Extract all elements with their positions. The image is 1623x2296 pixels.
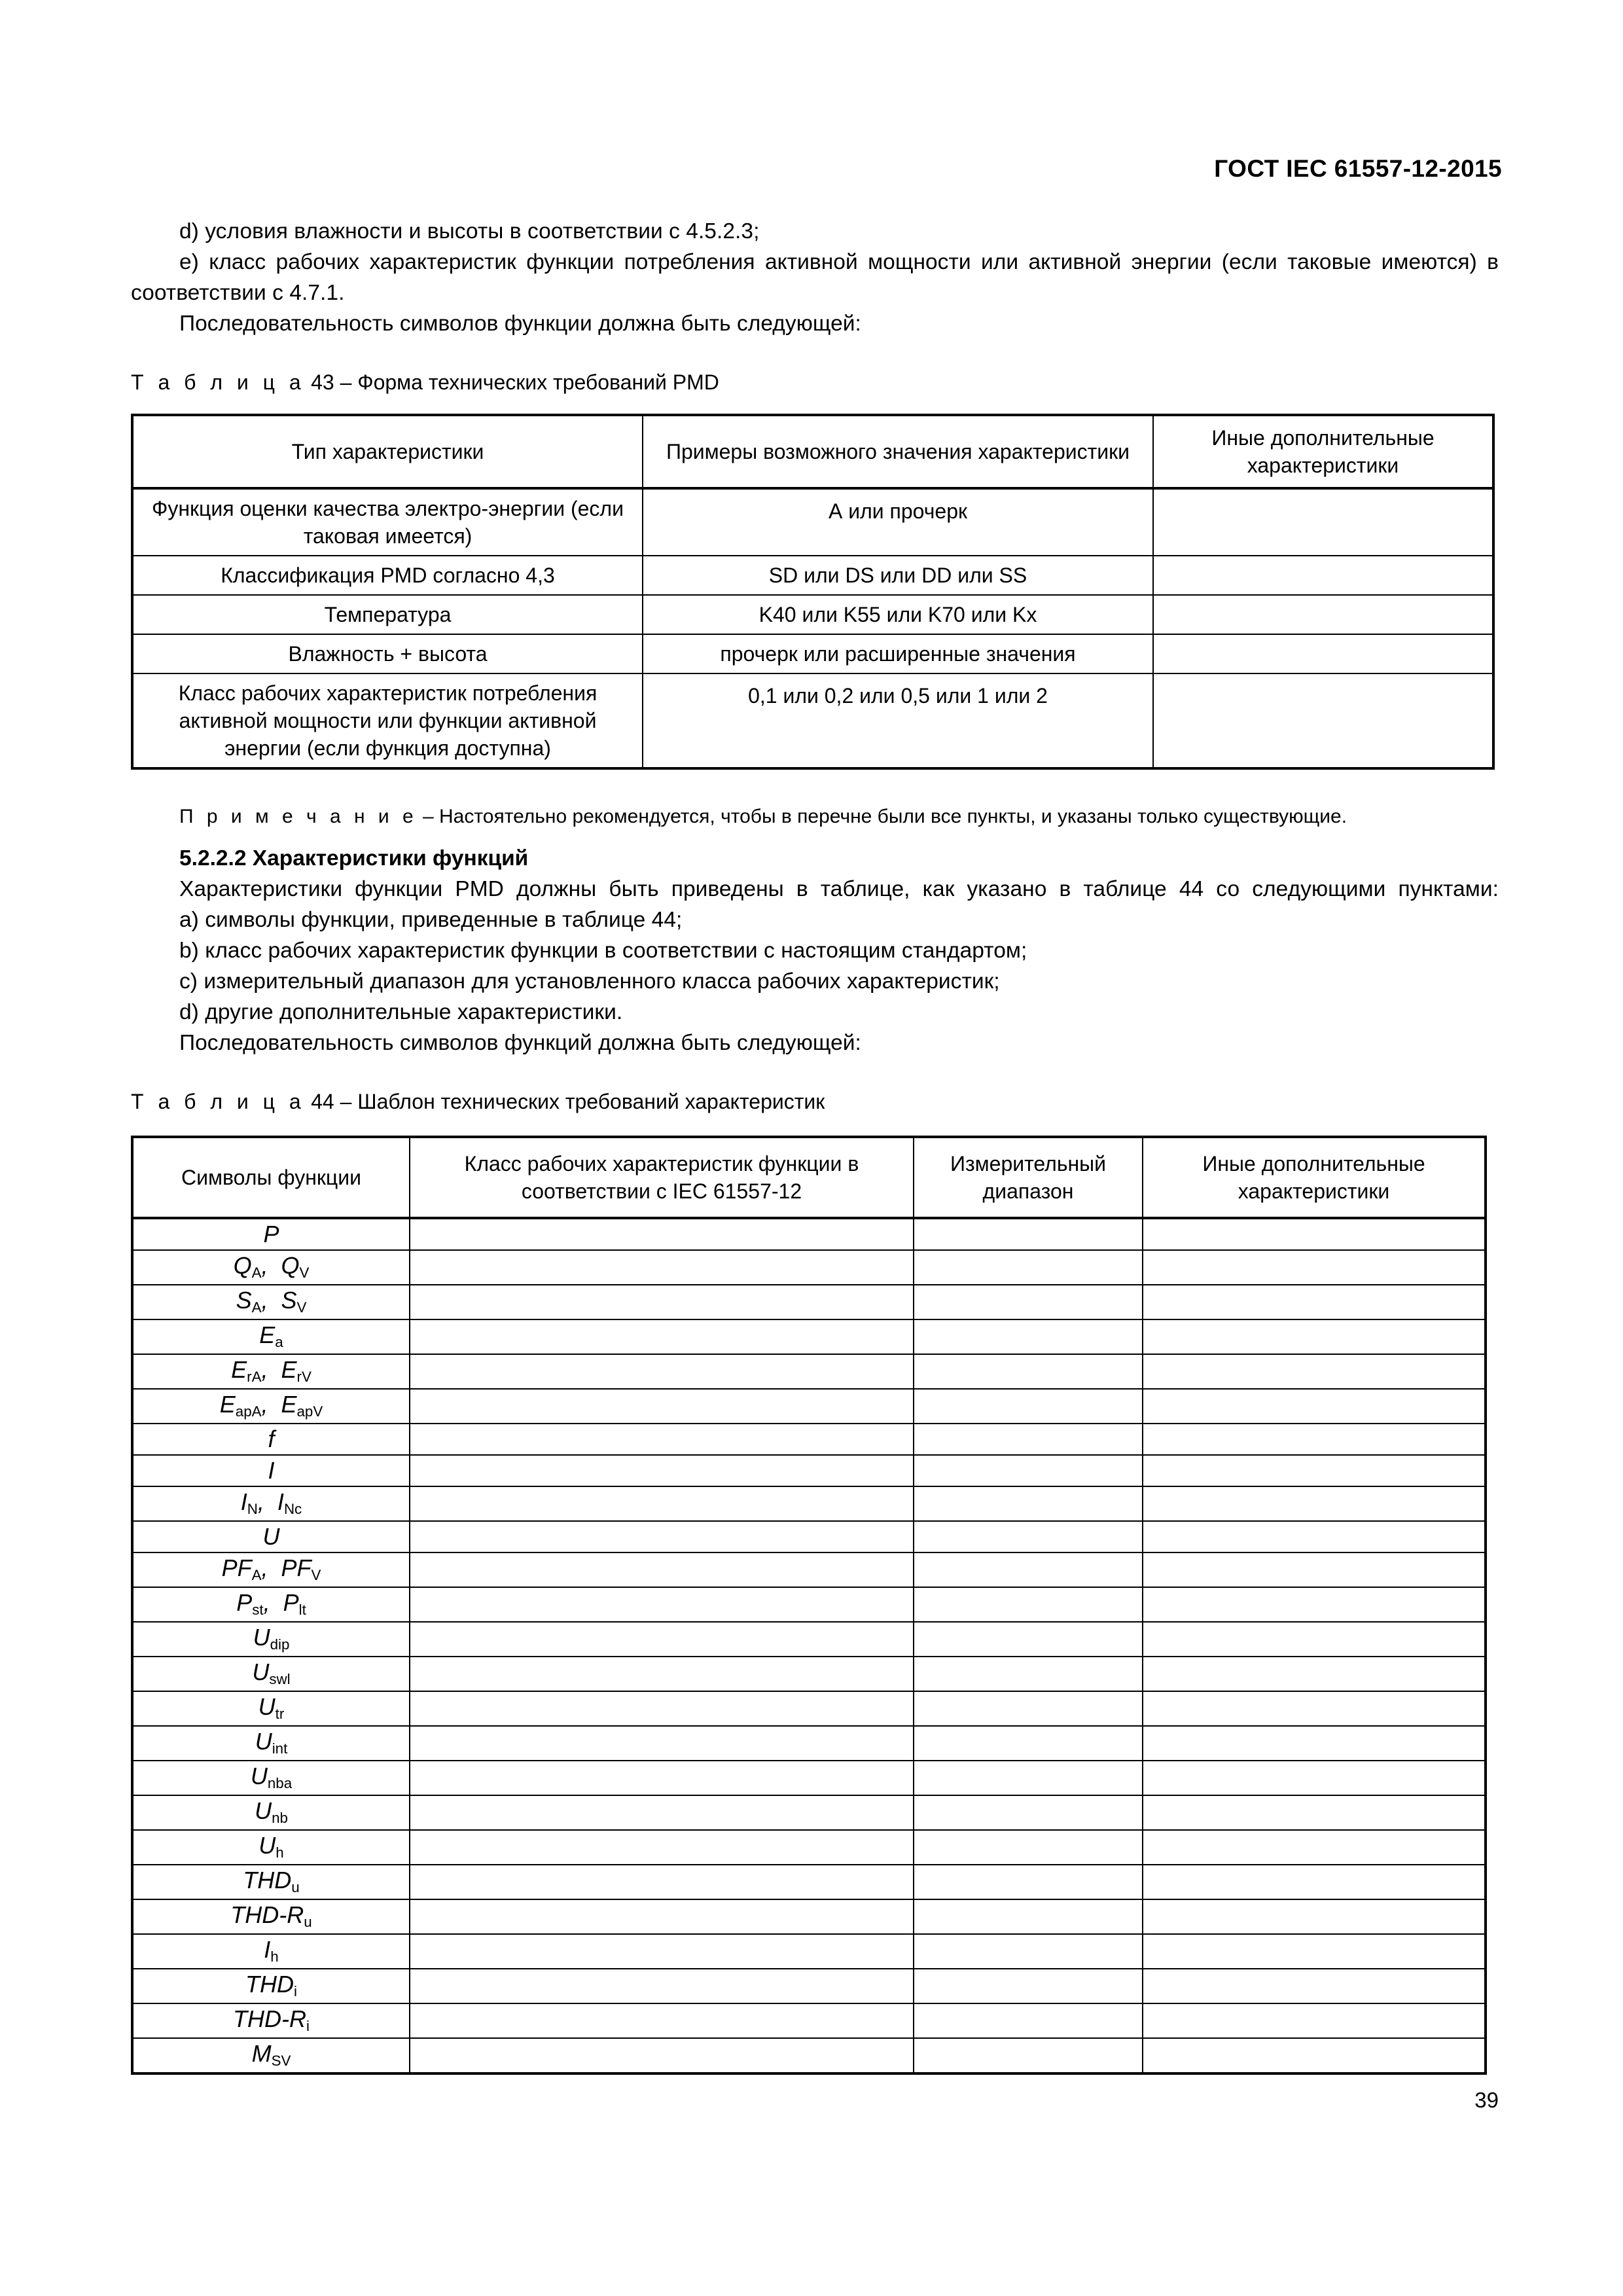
table-44-cell-other (1143, 1795, 1486, 1830)
table-row (132, 1865, 1486, 1899)
table-44-cell-other (1143, 1899, 1486, 1934)
table-44-cell-range (914, 2038, 1143, 2073)
table-44-cell-other (1143, 1622, 1486, 1657)
table-43-cell-examples: 0,1 или 0,2 или 0,5 или 1 или 2 (643, 673, 1153, 768)
table-row (132, 556, 1493, 595)
list-item-c: c) измерительный диапазон для установленного класса рабочих характеристик; (179, 969, 1000, 994)
table-44-body (132, 1218, 1486, 2073)
table-44-cell-symbol: $U_{tr}$ (132, 1691, 410, 1726)
table-44-cell-range (914, 1218, 1143, 1250)
table-44-cell-symbol: $E_{rA}$, $E_{rV}$ (132, 1354, 410, 1389)
section-lead-in: Последовательность символов функций должна быть следующей: (179, 1031, 861, 1055)
table-row (132, 2003, 1486, 2038)
table-44-header-row (132, 1137, 1486, 1218)
table-row (132, 1657, 1486, 1691)
table-row (132, 673, 1493, 768)
table-44-cell-class (410, 1657, 914, 1691)
table-44-cell-class (410, 1521, 914, 1552)
table-row (132, 1218, 1486, 1250)
table-43-col-header-type: Тип характеристики (132, 415, 643, 488)
table-44-cell-other (1143, 1218, 1486, 1250)
table-44-cell-other (1143, 1691, 1486, 1726)
table-44-cell-class (410, 1552, 914, 1587)
table-44-cell-symbol: $U_{dip}$ (132, 1622, 410, 1657)
table-44-cell-class (410, 1830, 914, 1865)
table-43-col-header-other: Иные дополнительные характеристики (1153, 415, 1493, 488)
table-row (132, 488, 1493, 556)
table-44-cell-class (410, 1726, 914, 1761)
table-row (132, 1969, 1486, 2003)
table-43-cell-other (1153, 488, 1493, 556)
table-row (132, 1521, 1486, 1552)
table-44-cell-other (1143, 1424, 1486, 1455)
table-43-cell-type: Функция оценки качества электро-энергии (если таковая имеется) (132, 488, 643, 556)
table-44-cell-other (1143, 1865, 1486, 1899)
table-row (132, 2038, 1486, 2073)
table-44-cell-class (410, 1285, 914, 1319)
table-44-cell-class (410, 1389, 914, 1424)
table-44-cell-other (1143, 1354, 1486, 1389)
table-44-cell-class (410, 1424, 914, 1455)
table-44-cell-symbol: $I_N$, $I_{Nc}$ (132, 1486, 410, 1521)
table-44-cell-range (914, 1761, 1143, 1795)
table-row (132, 1552, 1486, 1587)
list-item-b: b) класс рабочих характеристик функции в соответствии с настоящим стандартом; (179, 939, 1027, 963)
table-44-cell-range (914, 1899, 1143, 1934)
table-44-cell-other (1143, 1969, 1486, 2003)
table-row (132, 1934, 1486, 1969)
table-44-cell-symbol: $PF_A$, $PF_V$ (132, 1552, 410, 1587)
list-item-d-intro: d) условия влажности и высоты в соответствии с 4.5.2.3; (179, 219, 760, 243)
table-44-cell-class (410, 2038, 914, 2073)
table-44-cell-range (914, 1795, 1143, 1830)
table-44-cell-range (914, 1250, 1143, 1285)
table-44-cell-range (914, 1486, 1143, 1521)
table-43-caption-word: Т а б л и ц а (131, 370, 306, 394)
table-43-cell-other (1153, 595, 1493, 634)
table-row (132, 1899, 1486, 1934)
table-row (132, 1319, 1486, 1354)
table-44-cell-symbol: $THD_u$ (132, 1865, 410, 1899)
table-44-col-header-range: Измерительный диапазон (914, 1137, 1143, 1218)
table-44-cell-other (1143, 1587, 1486, 1622)
table-row (132, 1830, 1486, 1865)
table-44-cell-range (914, 1424, 1143, 1455)
table-row (132, 1354, 1486, 1389)
table-44-cell-other (1143, 2003, 1486, 2038)
table-44-cell-symbol: $P_{st}$, $P_{lt}$ (132, 1587, 410, 1622)
table-44-cell-symbol: $Q_A$, $Q_V$ (132, 1250, 410, 1285)
table-row (132, 1424, 1486, 1455)
table-44-cell-range (914, 1934, 1143, 1969)
table-44-cell-other (1143, 2038, 1486, 2073)
table-row (132, 1726, 1486, 1761)
table-44-caption-word: Т а б л и ц а (131, 1090, 306, 1113)
table-44-cell-range (914, 1552, 1143, 1587)
table-44-cell-symbol: $M_{SV}$ (132, 2038, 410, 2073)
table-44-cell-range (914, 1521, 1143, 1552)
table-44-cell-class (410, 1934, 914, 1969)
table-44-cell-class (410, 1486, 914, 1521)
table-44-cell-class (410, 1761, 914, 1795)
table-44-cell-symbol: P (132, 1218, 410, 1250)
table-43-cell-examples: SD или DS или DD или SS (643, 556, 1153, 595)
table-43-cell-type: Температура (132, 595, 643, 634)
table-44-cell-other (1143, 1319, 1486, 1354)
table-44-cell-symbol: f (132, 1424, 410, 1455)
table-44-cell-symbol: $I_h$ (132, 1934, 410, 1969)
table-44-cell-other (1143, 1455, 1486, 1486)
table-44-cell-other (1143, 1934, 1486, 1969)
note-label: П р и м е ч а н и е (179, 806, 418, 827)
table-44-cell-symbol: $U_{swl}$ (132, 1657, 410, 1691)
table-44-cell-range (914, 1969, 1143, 2003)
table-43-cell-examples: А или прочерк (643, 488, 1153, 556)
table-row (132, 595, 1493, 634)
table-44-cell-symbol: $E_a$ (132, 1319, 410, 1354)
table-44-cell-symbol: $U_{nb}$ (132, 1795, 410, 1830)
table-43-cell-other (1153, 634, 1493, 673)
table-43-caption (131, 368, 1499, 397)
table-43-cell-other (1153, 556, 1493, 595)
table-44-cell-symbol: $U_h$ (132, 1830, 410, 1865)
table-44-cell-range (914, 1726, 1143, 1761)
table-43-cell-other (1153, 673, 1493, 768)
table-44-cell-class (410, 1250, 914, 1285)
table-43-cell-examples: прочерк или расширенные значения (643, 634, 1153, 673)
table-row (132, 1761, 1486, 1795)
table-43-cell-type: Влажность + высота (132, 634, 643, 673)
table-44-cell-symbol: THD-$R_i$ (132, 2003, 410, 2038)
table-44-cell-symbol: U (132, 1521, 410, 1552)
table-44-cell-symbol: $U_{nba}$ (132, 1761, 410, 1795)
list-item-d: d) другие дополнительные характеристики. (179, 1000, 623, 1024)
table-44-cell-other (1143, 1285, 1486, 1319)
table-44-cell-symbol: $S_A$, $S_V$ (132, 1285, 410, 1319)
table-43-note (131, 802, 1499, 831)
table-44-cell-class (410, 1587, 914, 1622)
table-44-cell-other (1143, 1389, 1486, 1424)
table-43-cell-type: Класс рабочих характеристик потребления активной мощности или функции активной энергии (если функция доступна) (132, 673, 643, 768)
table-row (132, 1455, 1486, 1486)
table-row (132, 1622, 1486, 1657)
table-44-cell-class (410, 1455, 914, 1486)
table-44-cell-range (914, 2003, 1143, 2038)
table-44-cell-symbol: $THD_i$ (132, 1969, 410, 2003)
table-44-cell-range (914, 1622, 1143, 1657)
table-row (132, 1389, 1486, 1424)
table-44-cell-range (914, 1285, 1143, 1319)
table-44-cell-class (410, 1319, 914, 1354)
table-44-cell-range (914, 1657, 1143, 1691)
table-44-cell-symbol: THD-$R_u$ (132, 1899, 410, 1934)
table-44-cell-range (914, 1455, 1143, 1486)
list-item-a: a) символы функции, приведенные в таблице 44; (179, 908, 683, 932)
table-44-cell-class (410, 1865, 914, 1899)
table-43-cell-type: Классификация PMD согласно 4,3 (132, 556, 643, 595)
table-44-cell-class (410, 1622, 914, 1657)
table-44-cell-other (1143, 1657, 1486, 1691)
table-44-cell-range (914, 1830, 1143, 1865)
intro-lead-in: Последовательность символов функции должна быть следующей: (179, 312, 861, 336)
table-44-col-header-other: Иные дополнительные характеристики (1143, 1137, 1486, 1218)
table-44-cell-range (914, 1691, 1143, 1726)
table-44-caption (131, 1087, 1499, 1116)
table-44-caption-rest: 44 – Шаблон технических требований характеристик (311, 1090, 825, 1113)
section-heading-5222: 5.2.2.2 Характеристики функций (179, 846, 529, 870)
table-44-cell-class (410, 1795, 914, 1830)
table-44-cell-class (410, 1218, 914, 1250)
table-44-cell-symbol: I (132, 1455, 410, 1486)
table-43-header-row (132, 415, 1493, 488)
table-43 (131, 414, 1495, 770)
table-43-col-header-examples: Примеры возможного значения характеристики (643, 415, 1153, 488)
page-number: 39 (1474, 2088, 1499, 2112)
table-44-cell-class (410, 1691, 914, 1726)
table-row (132, 1691, 1486, 1726)
table-44-cell-other (1143, 1761, 1486, 1795)
table-44-col-header-class: Класс рабочих характеристик функции в соответствии с IEC 61557-12 (410, 1137, 914, 1218)
table-44-cell-symbol: $U_{int}$ (132, 1726, 410, 1761)
table-row (132, 1486, 1486, 1521)
table-44-cell-range (914, 1865, 1143, 1899)
table-44-col-header-symbols: Символы функции (132, 1137, 410, 1218)
table-44-cell-other (1143, 1521, 1486, 1552)
table-44-cell-other (1143, 1830, 1486, 1865)
table-44-cell-class (410, 2003, 914, 2038)
table-44-cell-range (914, 1587, 1143, 1622)
note-text: – Настоятельно рекомендуется, чтобы в перечне были все пункты, и указаны только существующие. (417, 806, 1347, 827)
table-44-cell-other (1143, 1726, 1486, 1761)
table-row (132, 1285, 1486, 1319)
table-44 (131, 1136, 1487, 2075)
table-44-cell-other (1143, 1552, 1486, 1587)
section-paragraph: Характеристики функции PMD должны быть приведены в таблице, как указано в таблице 44 со следующими пунктами: (179, 877, 1499, 901)
table-44-cell-range (914, 1319, 1143, 1354)
table-44-cell-range (914, 1389, 1143, 1424)
table-43-caption-rest: 43 – Форма технических требований PMD (311, 370, 719, 394)
table-row (132, 1250, 1486, 1285)
table-row (132, 634, 1493, 673)
table-44-cell-class (410, 1899, 914, 1934)
table-44-cell-other (1143, 1250, 1486, 1285)
list-item-e-intro: e) класс рабочих характеристик функции потребления активной мощности или активной энергии (если таковые имеются) в соответствии с 4.7.1. (131, 250, 1499, 305)
table-row (132, 1587, 1486, 1622)
table-44-cell-class (410, 1354, 914, 1389)
table-44-cell-symbol: $E_{apA}$, $E_{apV}$ (132, 1389, 410, 1424)
table-44-cell-other (1143, 1486, 1486, 1521)
table-row (132, 1795, 1486, 1830)
page-content (131, 216, 1499, 2075)
table-44-cell-class (410, 1969, 914, 2003)
table-43-cell-examples: K40 или K55 или K70 или Kx (643, 595, 1153, 634)
running-header: ГОСТ IEC 61557-12-2015 (1214, 155, 1502, 182)
table-44-cell-range (914, 1354, 1143, 1389)
